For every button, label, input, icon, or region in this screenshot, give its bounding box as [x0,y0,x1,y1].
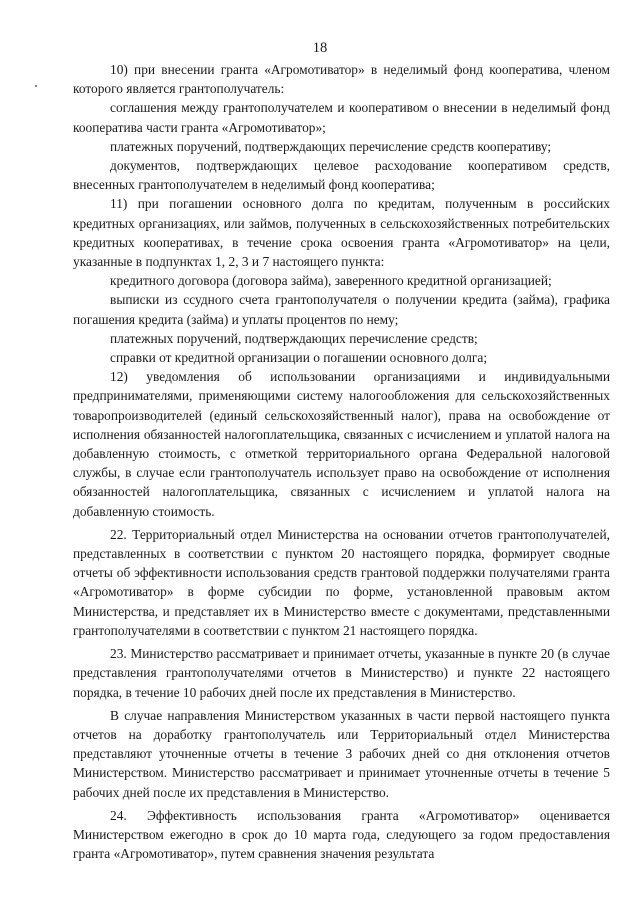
paragraph: 22. Территориальный отдел Министерства на основании отчетов грантополучателей, представленных в соответствии с пунктом 20 настоящего порядка, формирует сводные отчеты об эффективности использования средств грантовой поддержки получателями гранта «Агромотиватор» в форме субсидии по форме, установленной правовым актом Министерства, и представляет их в Министерство вместе с документами, представленными грантополучателями в соответствии с пунктом 21 настоящего порядка. [73,526,610,638]
paragraph: 10) при внесении гранта «Агромотиватор» в неделимый фонд кооператива, членом которого является грантополучатель: [73,62,610,97]
page-number: 18 [312,40,328,56]
paragraph: 24. Эффективность использования гранта «Агромотиватор» оценивается Министерством ежегодно в срок до 10 марта года, следующего за годом предоставления гранта «Агромотиватор», путем сравнения значения результата [73,807,610,862]
paragraph: соглашения между грантополучателем и кооперативом о внесении в неделимый фонд кооператива части гранта «Агромотиватор»; [73,100,610,135]
paragraph: платежных поручений, подтверждающих перечисление средств; [110,330,478,346]
paragraph: 11) при погашении основного долга по кредитам, полученным в российских кредитных организациях, или займов, полученных в сельскохозяйственных потребительских кредитных кооперативах, в течение срока освоения гранта «Агромотиватор» на цели, указанные в подпунктах 1, 2, 3 и 7 настоящего пункта: [73,196,610,270]
paragraph: 12) уведомления об использовании организациями и индивидуальными предпринимателями, применяющими систему налогообложения для сельскохозяйственных товаропроизводителей (единый сельскохозяйственный налог), права на освобождение от исполнения обязанностей налогоплательщика, связанных с исчислением и уплатой налога на добавленную стоимость, с отметкой территориального органа Федеральной налоговой службы, в случае если грантополучатель использует право на освобождение от исполнения обязанностей налогоплательщика, связанных с исчислением и уплатой налога на добавленную стоимость. [73,369,610,519]
paragraph: документов, подтверждающих целевое расходование кооперативом средств, внесенных грантополучателем в неделимый фонд кооператива; [73,158,610,193]
paragraph: справки от кредитной организации о погашении основного долга; [110,350,488,366]
scan-speck [35,85,37,87]
document-body [73,60,610,863]
paragraph: выписки из ссудного счета грантополучателя о получении кредита (займа), графика погашения кредита (займа) и уплаты процентов по нему; [73,292,610,327]
paragraph: 23. Министерство рассматривает и принимает отчеты, указанные в пункте 20 (в случае представления грантополучателями отчетов в Министерство) и пункте 22 настоящего порядка, в течение 10 рабочих дней после их представления в Министерство. [73,646,610,700]
paragraph: кредитного договора (договора займа), заверенного кредитной организацией; [110,273,552,289]
paragraph: В случае направления Министерством указанных в части первой настоящего пункта отчетов на доработку грантополучатель или Территориальный отдел Министерства представляют уточненные отчеты в течение 3 рабочих дней со дня отклонения отчетов Министерством. Министерство рассматривает и принимает уточненные отчеты в течение 5 рабочих дней после их представления в Министерство. [73,707,610,800]
paragraph: платежных поручений, подтверждающих перечисление средств кооперативу; [110,138,552,154]
